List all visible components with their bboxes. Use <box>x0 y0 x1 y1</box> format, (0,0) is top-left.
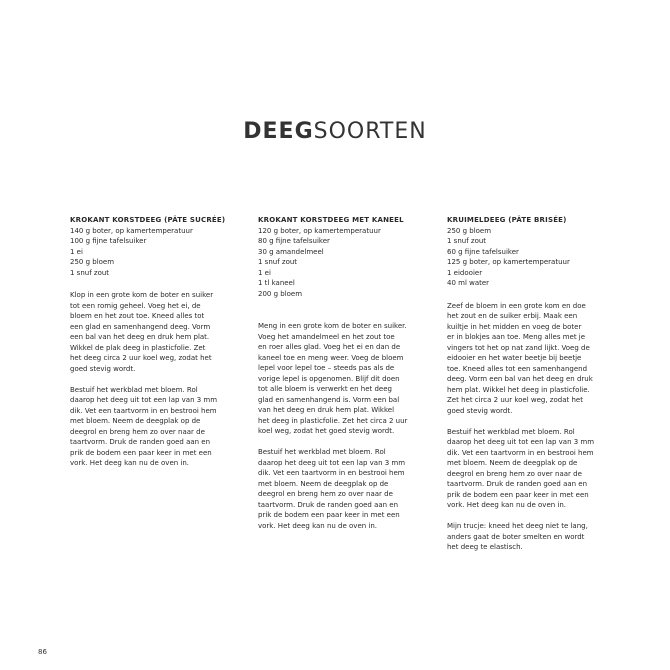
recipe-heading: KRUIMELDEEG (PÂTE BRISÉE) <box>447 216 567 224</box>
instruction-paragraph: Meng in een grote kom de boter en suiker. Voeg het amandelmeel en het zout toe en roer alles glad. Voeg het ei en dan de kaneel toe en meng weer. Voeg de bloem lepel voor lepel toe – steeds pas als de vorige lepel is opgenomen. Blijf dit doen tot alle bloem is verwerkt en het deeg glad en samenhangend is. Vorm een bal van het deeg en druk hem plat. Wikkel het deeg in plasticfolie. Zet het circa 2 uur koel weg, zodat het goed stevig wordt. <box>258 322 408 435</box>
ingredient-item: 30 g amandelmeel <box>258 247 324 256</box>
ingredient-item: 1 tl kaneel <box>258 279 295 287</box>
recipe-column-kaneel <box>258 215 440 531</box>
page-number: 86 <box>38 648 47 656</box>
ingredient-item: 1 snuf zout <box>258 258 298 266</box>
page-title <box>0 119 670 144</box>
ingredient-item: 100 g fijne tafelsuiker <box>70 237 147 245</box>
ingredient-item: 1 snuf zout <box>447 237 487 245</box>
ingredient-item: 1 eidooier <box>447 268 483 277</box>
ingredient-item: 200 g bloem <box>258 289 303 298</box>
ingredient-item: 250 g bloem <box>447 226 492 235</box>
ingredient-item: 1 snuf zout <box>70 268 110 277</box>
ingredient-list <box>70 226 252 279</box>
page-title-bold: DEEG <box>243 118 314 144</box>
instruction-paragraph: Bestuif het werkblad met bloem. Rol daarop het deeg uit tot een lap van 3 mm dik. Vet een taartvorm in en bestrooi hem met bloem. Neem de deegplak op de deegrol en breng hem zo over naar de taartvorm. Druk de randen goed aan en prik de bodem een paar keer in met een vork. Het deeg kan nu de oven in. <box>258 448 406 530</box>
ingredient-item: 60 g fijne tafelsuiker <box>447 247 519 256</box>
ingredient-list <box>447 226 629 289</box>
ingredient-item: 140 g boter, op kamertemperatuur <box>70 226 193 235</box>
ingredient-item: 125 g boter, op kamertemperatuur <box>447 258 570 266</box>
ingredient-item: 1 ei <box>258 268 271 277</box>
recipe-heading: KROKANT KORSTDEEG (PÂTE SUCRÉE) <box>70 216 226 224</box>
instruction-paragraph: Klop in een grote kom de boter en suiker tot een romig geheel. Voeg het ei, de bloem en het zout toe. Kneed alles tot een glad en samenhangend deeg. Vorm een bal van het deeg en druk hem plat. Wikkel de plak deeg in plasticfolie. Zet het deeg circa 2 uur koel weg, zodat het goed stevig wordt. <box>70 291 214 373</box>
ingredient-item: 1 ei <box>70 247 83 256</box>
instruction-paragraph: Zeef de bloem in een grote kom en doe het zout en de suiker erbij. Maak een kuiltje in het midden en voeg de boter er in blokjes aan toe. Meng alles met je vingers tot het op nat zand lijkt. Voeg de eidooier en het water beetje bij beetje toe. Kneed alles tot een samenhangend deeg. Vorm een bal van het deeg en druk hem plat. Wikkel het deeg in plasticfolie. Zet het circa 2 uur koel weg, zodat het goed stevig wordt. <box>447 301 593 415</box>
tip-paragraph: Mijn trucje: kneed het deeg niet te lang, anders gaat de boter smelten en wordt het deeg te elastisch. <box>447 522 588 551</box>
ingredient-item: 120 g boter, op kamertemperatuur <box>258 226 381 235</box>
ingredient-item: 80 g fijne tafelsuiker <box>258 237 330 245</box>
instruction-paragraph: Bestuif het werkblad met bloem. Rol daarop het deeg uit tot een lap van 3 mm dik. Vet een taartvorm in en bestrooi hem met bloem. Neem de deegplak op de deegrol en breng hem zo over naar de taartvorm. Druk de randen goed aan en prik de bodem een paar keer in met een vork. Het deeg kan nu de oven in. <box>70 385 218 467</box>
page-title-light: SOORTEN <box>313 118 427 144</box>
recipe-heading: KROKANT KORSTDEEG MET KANEEL <box>258 216 404 224</box>
instruction-paragraph: Bestuif het werkblad met bloem. Rol daarop het deeg uit tot een lap van 3 mm dik. Vet een taartvorm in en bestrooi hem met bloem. Neem de deegplak op de deegrol en breng hem zo over naar de taartvorm. Druk de randen goed aan en prik de bodem een paar keer in met een vork. Het deeg kan nu de oven in. <box>447 427 595 509</box>
recipe-column-pate-brisee <box>447 215 629 553</box>
ingredient-item: 250 g bloem <box>70 258 115 266</box>
ingredient-item: 40 ml water <box>447 279 490 287</box>
ingredient-list <box>258 226 440 300</box>
recipe-column-pate-sucree <box>70 215 252 469</box>
